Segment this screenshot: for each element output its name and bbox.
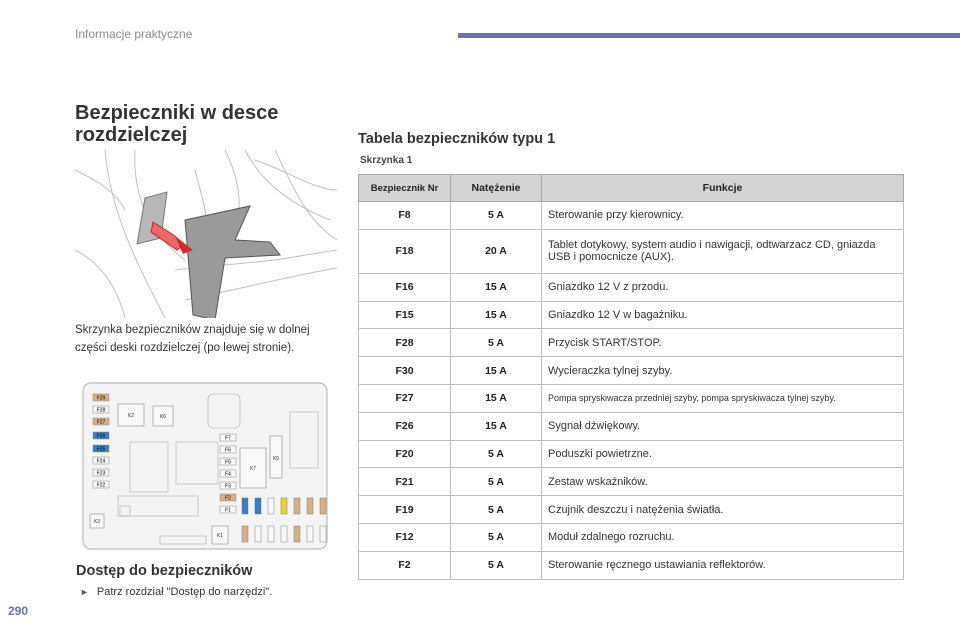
access-instruction	[80, 586, 272, 598]
fusebox-location-description: Skrzynka bezpieczników znajduje się w dolnej części deski rozdzielczej (po lewej stronie).	[75, 324, 310, 354]
fuse-f27-label: F27	[96, 419, 106, 426]
pointer-arrow-icon: ►	[80, 587, 89, 597]
fuse-amperage: 15 A	[451, 301, 542, 329]
table-row	[359, 229, 904, 273]
fuse-f4-label: F4	[225, 471, 231, 478]
fuse-f1-label: F1	[225, 507, 231, 514]
dashboard-location-illustration	[75, 150, 337, 318]
fuse-f2-label: F2	[225, 495, 231, 502]
column-header-function: Funkcje	[542, 175, 904, 202]
fuse-amperage: 5 A	[451, 523, 542, 551]
table-subheading: Skrzynka 1	[360, 155, 413, 166]
access-heading: Dostęp do bezpieczników	[76, 563, 253, 579]
fuse-number: F19	[359, 496, 451, 524]
relay-k3-label: K3	[93, 519, 101, 525]
fuse-number: F20	[359, 440, 451, 468]
fuse-number: F2	[359, 551, 451, 579]
relay-k6-label: K6	[159, 414, 167, 420]
relay-k7-label: K7	[249, 466, 257, 472]
fuse-number: F12	[359, 523, 451, 551]
fuse-f3-label: F3	[225, 483, 231, 490]
fuse-f22-label: F22	[96, 482, 106, 489]
fuse-f24-label: F24	[96, 458, 106, 465]
table-row	[359, 357, 904, 385]
table-row	[359, 329, 904, 357]
fuse-number: F30	[359, 357, 451, 385]
fuse-amperage: 15 A	[451, 384, 542, 412]
fuse-number: F28	[359, 329, 451, 357]
fuse-number: F15	[359, 301, 451, 329]
table-row	[359, 523, 904, 551]
fuse-f28-label: F28	[96, 407, 106, 414]
fuse-number: F26	[359, 412, 451, 440]
relay-k1-label: K1	[216, 533, 224, 539]
table-row	[359, 301, 904, 329]
page-heading-line2: rozdzielczej	[75, 124, 188, 146]
fuse-function: Tablet dotykowy, system audio i nawigacji, odtwarzacz CD, gniazda USB i pomocnicze (AUX).	[542, 229, 904, 273]
table-row	[359, 440, 904, 468]
column-header-amperage: Natężenie	[451, 175, 542, 202]
table-row	[359, 551, 904, 579]
fuse-function: Pompa spryskiwacza przedniej szyby, pompa spryskiwacza tylnej szyby.	[542, 384, 904, 412]
fuse-function: Zestaw wskaźników.	[542, 468, 904, 496]
fuse-f5-label: F5	[225, 459, 231, 466]
fuse-amperage: 5 A	[451, 329, 542, 357]
page-heading-line1: Bezpieczniki w desce	[75, 102, 279, 124]
page-heading	[75, 102, 278, 146]
table-row	[359, 496, 904, 524]
relay-k5-label: K5	[272, 456, 280, 462]
table-row	[359, 273, 904, 301]
fuse-amperage: 5 A	[451, 551, 542, 579]
fuse-function: Sterowanie przy kierownicy.	[542, 202, 904, 230]
fuse-number: F21	[359, 468, 451, 496]
fuse-function: Sterowanie ręcznego ustawiania reflektorów.	[542, 551, 904, 579]
fuse-function: Wycieraczka tylnej szyby.	[542, 357, 904, 385]
fuse-table	[358, 174, 904, 580]
fuse-amperage: 5 A	[451, 468, 542, 496]
fuse-table-header	[359, 175, 904, 202]
fuse-function: Gniazdko 12 V w bagażniku.	[542, 301, 904, 329]
table-row	[359, 384, 904, 412]
fuse-number: F8	[359, 202, 451, 230]
column-header-number: Bezpiecznik Nr	[359, 175, 451, 202]
fuse-f26-label: F26	[96, 433, 106, 440]
table-row	[359, 468, 904, 496]
table-heading: Tabela bezpieczników typu 1	[358, 131, 556, 147]
page-number: 290	[8, 604, 29, 618]
relay-k2-label: K2	[127, 413, 135, 419]
fuse-function: Sygnał dźwiękowy.	[542, 412, 904, 440]
fuse-amperage: 5 A	[451, 202, 542, 230]
fuse-amperage: 15 A	[451, 412, 542, 440]
fuse-function: Przycisk START/STOP.	[542, 329, 904, 357]
fuse-box-diagram	[80, 380, 330, 552]
fuse-function: Czujnik deszczu i natężenia światła.	[542, 496, 904, 524]
header-accent-bar	[458, 33, 960, 38]
section-title: Informacje praktyczne	[75, 27, 193, 41]
fuse-amperage: 5 A	[451, 496, 542, 524]
fuse-f29-label: F29	[96, 395, 106, 402]
fuse-function: Moduł zdalnego rozruchu.	[542, 523, 904, 551]
fuse-amperage: 5 A	[451, 440, 542, 468]
fuse-number: F16	[359, 273, 451, 301]
fuse-f7-label: F7	[225, 435, 231, 442]
fuse-function: Gniazdko 12 V z przodu.	[542, 273, 904, 301]
fuse-f6-label: F6	[225, 447, 231, 454]
fuse-amperage: 20 A	[451, 229, 542, 273]
fuse-number: F27	[359, 384, 451, 412]
access-instruction-text: Patrz rozdział "Dostęp do narzędzi".	[96, 586, 273, 598]
fuse-amperage: 15 A	[451, 357, 542, 385]
fuse-f23-label: F23	[96, 470, 106, 477]
fuse-function: Poduszki powietrzne.	[542, 440, 904, 468]
fuse-amperage: 15 A	[451, 273, 542, 301]
table-row	[359, 412, 904, 440]
fuse-number: F18	[359, 229, 451, 273]
table-row	[359, 202, 904, 230]
fuse-f25-label: F25	[96, 446, 106, 453]
